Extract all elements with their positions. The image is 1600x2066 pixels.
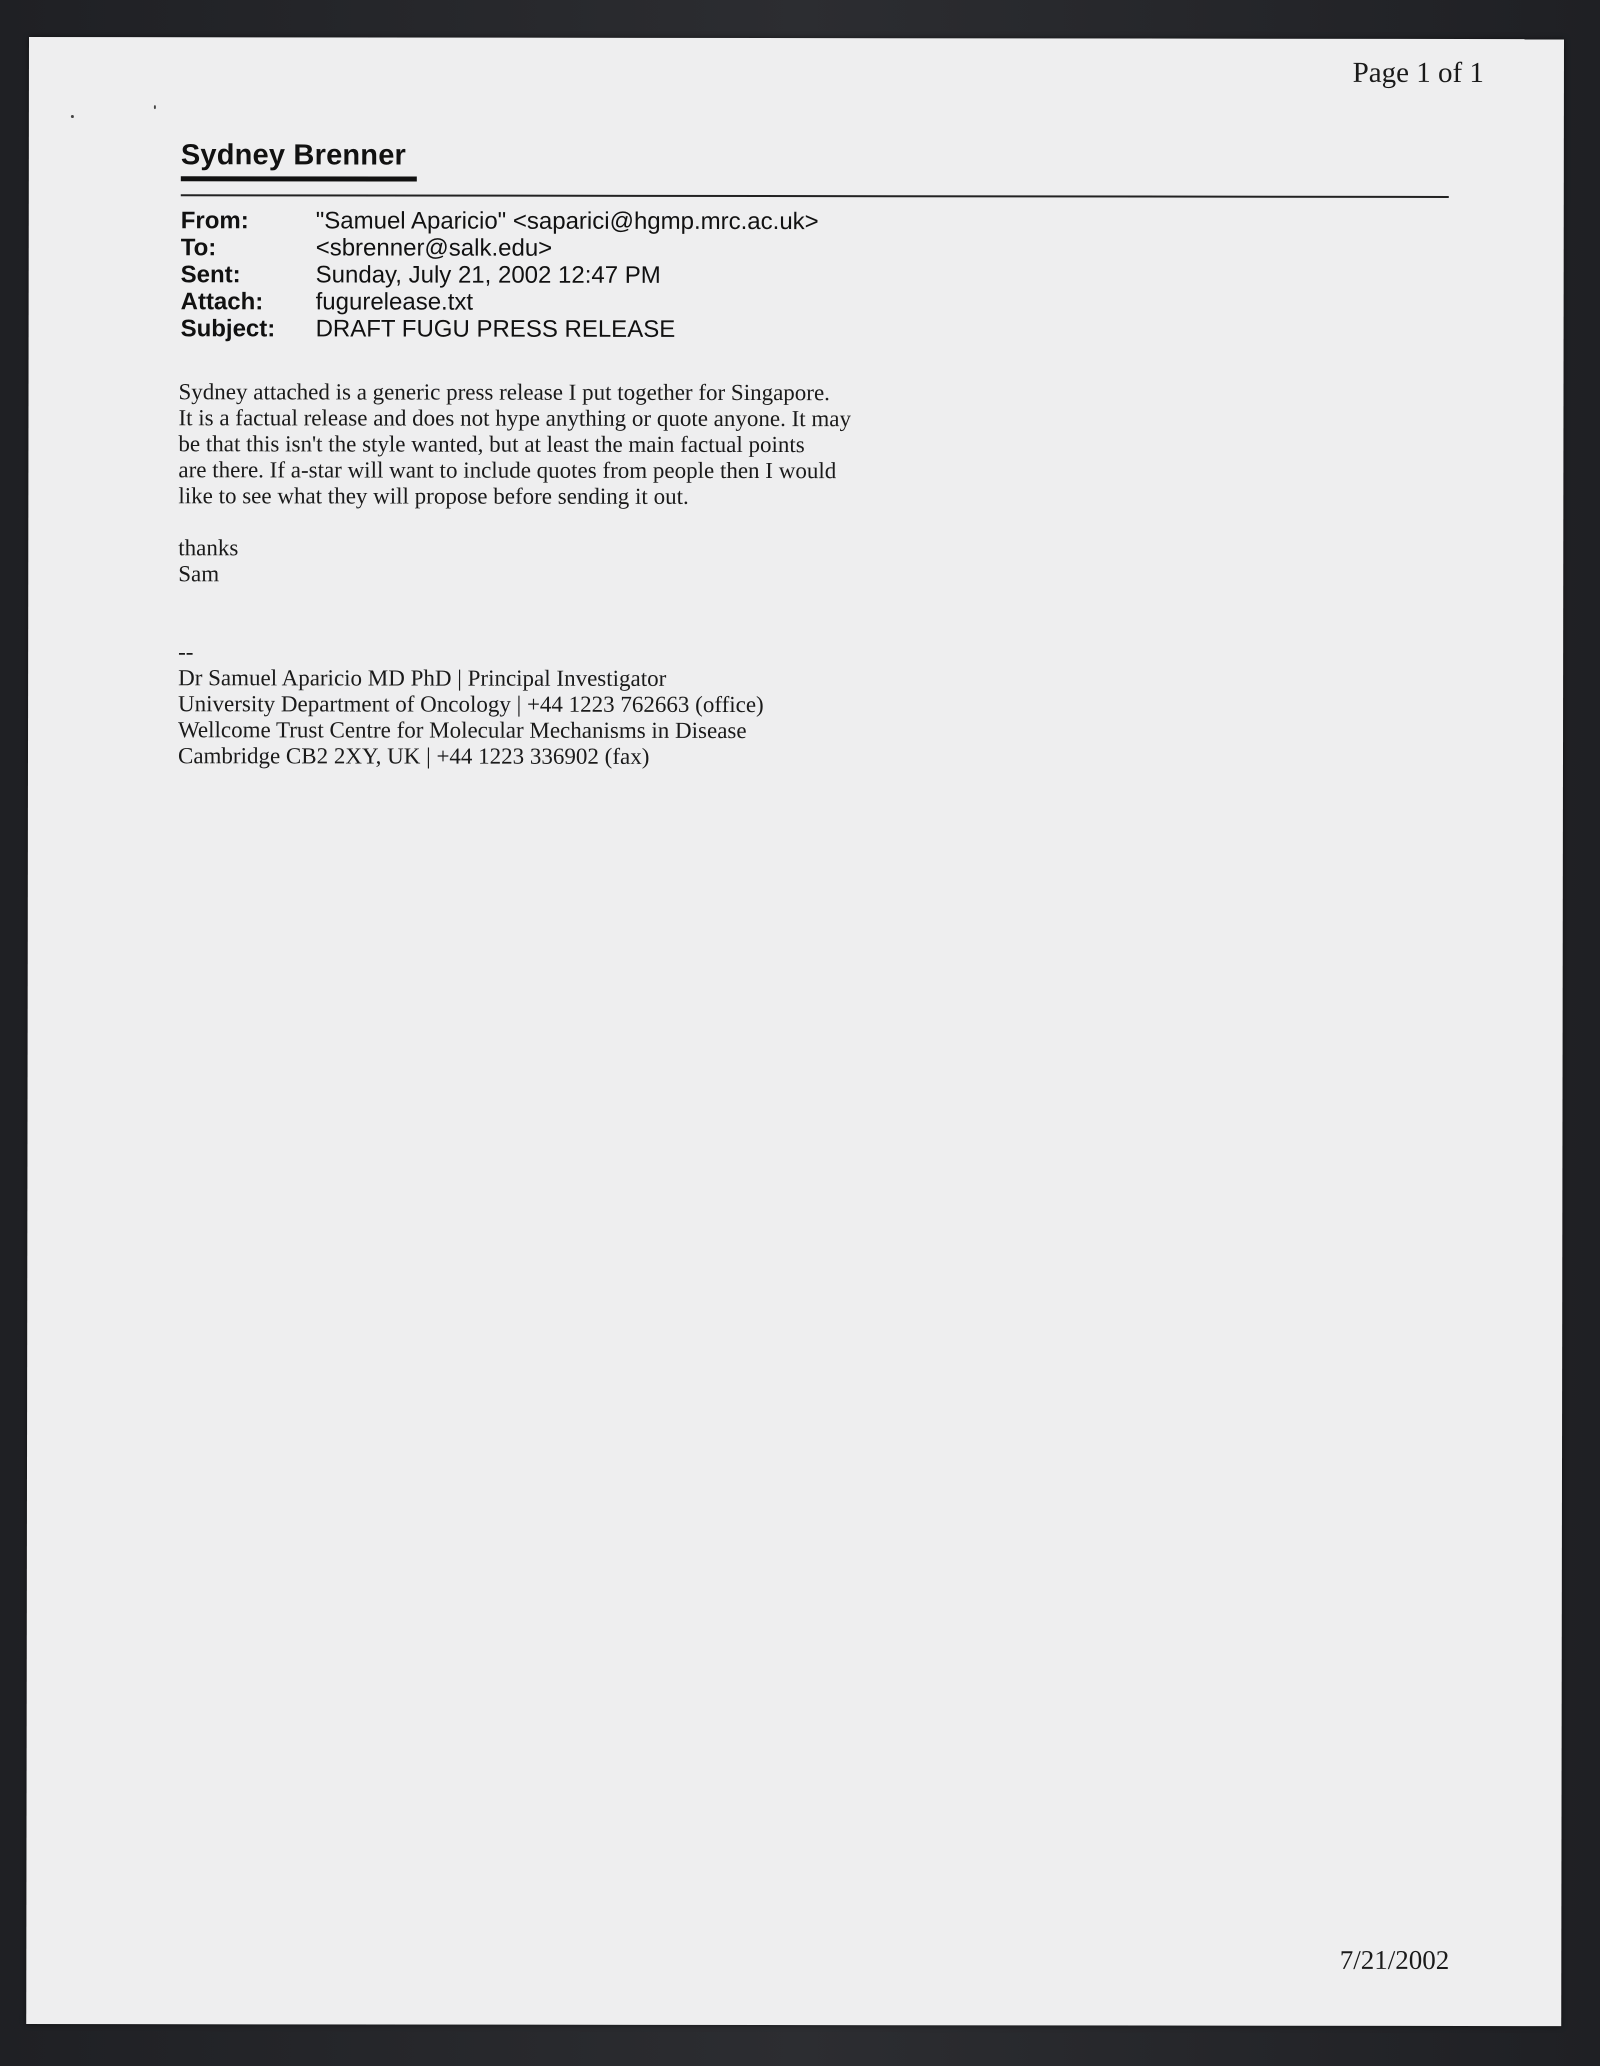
signature-separator: --	[178, 639, 194, 665]
footer-date: 7/21/2002	[1339, 1944, 1450, 1975]
scan-speck	[71, 115, 74, 118]
header-divider	[181, 194, 1449, 198]
closing-line: thanks	[178, 535, 239, 561]
page-number: Page 1 of 1	[1352, 56, 1484, 90]
signature-line: Wellcome Trust Centre for Molecular Mechanisms in Disease	[178, 717, 747, 744]
header-value: <sbrenner@salk.edu>	[315, 234, 553, 262]
body-line: be that this isn't the style wanted, but at least the main factual points	[178, 431, 805, 458]
signature-line: Dr Samuel Aparicio MD PhD | Principal Investigator	[178, 665, 667, 691]
header-label: Attach:	[180, 288, 264, 316]
header-attach	[181, 288, 819, 316]
email-headers	[181, 207, 819, 343]
header-label: To:	[180, 234, 217, 262]
body-line: It is a factual release and does not hype anything or quote anyone. It may	[178, 405, 852, 432]
header-value: "Samuel Aparicio" <saparici@hgmp.mrc.ac.uk>	[315, 207, 819, 236]
signature-line: University Department of Oncology | +44 1223 762663 (office)	[178, 691, 764, 718]
header-label: Subject:	[180, 315, 276, 343]
header-to	[181, 234, 819, 262]
document-page	[26, 37, 1564, 2026]
title-underline	[181, 176, 417, 181]
mailbox-owner-title: Sydney Brenner	[180, 139, 407, 172]
header-from	[181, 207, 819, 235]
header-value: DRAFT FUGU PRESS RELEASE	[315, 315, 676, 343]
body-line: are there. If a-star will want to include quotes from people then I would	[178, 457, 837, 484]
sender-name: Sam	[178, 561, 220, 587]
header-sent	[181, 261, 819, 289]
body-line: like to see what they will propose before sending it out.	[178, 483, 689, 509]
email-body	[178, 379, 999, 770]
header-label: From:	[180, 207, 249, 235]
scan-speck	[154, 105, 156, 109]
header-label: Sent:	[180, 261, 241, 289]
header-value: Sunday, July 21, 2002 12:47 PM	[315, 261, 661, 289]
header-subject	[181, 315, 819, 343]
header-value: fugurelease.txt	[315, 288, 474, 316]
body-line: Sydney attached is a generic press release I put together for Singapore.	[178, 379, 830, 406]
signature-line: Cambridge CB2 2XY, UK | +44 1223 336902 (fax)	[177, 743, 650, 769]
